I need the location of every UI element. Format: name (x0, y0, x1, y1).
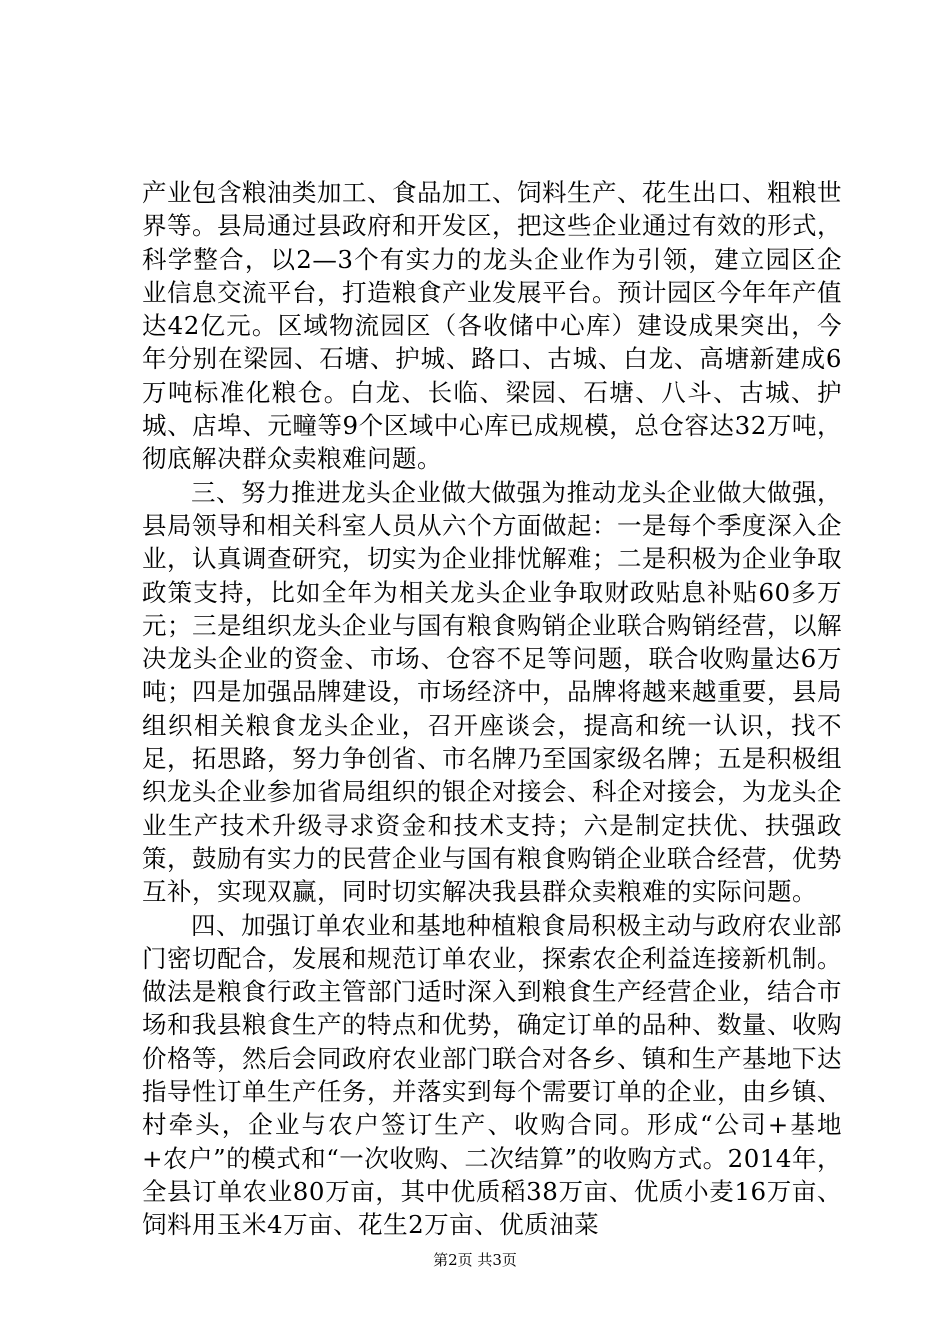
document-body (142, 176, 842, 1242)
paragraph-2: 三、努力推进龙头企业做大做强为推动龙头企业做大做强，县局领导和相关科室人员从六个方面做起：一是每个季度深入企业，认真调查研究，切实为企业排忧解难；二是积极为企业争取政策支持，比如全年为相关龙头企业争取财政贴息补贴60多万元；三是组织龙头企业与国有粮食购销企业联合购销经营，以解决龙头企业的资金、市场、仓容不足等问题，联合收购量达6万吨；四是加强品牌建设，市场经济中，品牌将越来越重要，县局组织相关粮食龙头企业，召开座谈会，提高和统一认识，找不足，拓思路，努力争创省、市名牌乃至国家级名牌；五是积极组织龙头企业参加省局组织的银企对接会、科企对接会，为龙头企业生产技术升级寻求资金和技术支持；六是制定扶优、扶强政策，鼓励有实力的民营企业与国有粮食购销企业联合经营，优势互补，实现双赢，同时切实解决我县群众卖粮难的实际问题。 (142, 477, 842, 907)
paragraph-3: 四、加强订单农业和基地种植粮食局积极主动与政府农业部门密切配合，发展和规范订单农业，探索农企利益连接新机制。做法是粮食行政主管部门适时深入到粮食生产经营企业，结合市场和我县粮食生产的特点和优势，确定订单的品种、数量、收购价格等，然后会同政府农业部门联合对各乡、镇和生产基地下达指导性订单生产任务，并落实到每个需要订单的企业，由乡镇、村牵头，企业与农户签订生产、收购合同。形成“公司+基地+农户”的模式和“一次收购、二次结算”的收购方式。2014年，全县订单农业80万亩，其中优质稻38万亩、优质小麦16万亩、饲料用玉米4万亩、花生2万亩、优质油菜 (142, 910, 842, 1240)
page-number-footer: 第2页 共3页 (433, 1251, 517, 1269)
paragraph-1: 产业包含粮油类加工、食品加工、饲料生产、花生出口、粗粮世界等。县局通过县政府和开发区，把这些企业通过有效的形式，科学整合，以2—3个有实力的龙头企业作为引领，建立园区企业信息交流平台，打造粮食产业发展平台。预计园区今年年产值达42亿元。区域物流园区（各收储中心库）建设成果突出，今年分别在梁园、石塘、护城、路口、古城、白龙、高塘新建成6万吨标准化粮仓。白龙、长临、梁园、石塘、八斗、古城、护城、店埠、元疃等9个区域中心库已成规模，总仓容达32万吨，彻底解决群众卖粮难问题。 (142, 178, 842, 474)
